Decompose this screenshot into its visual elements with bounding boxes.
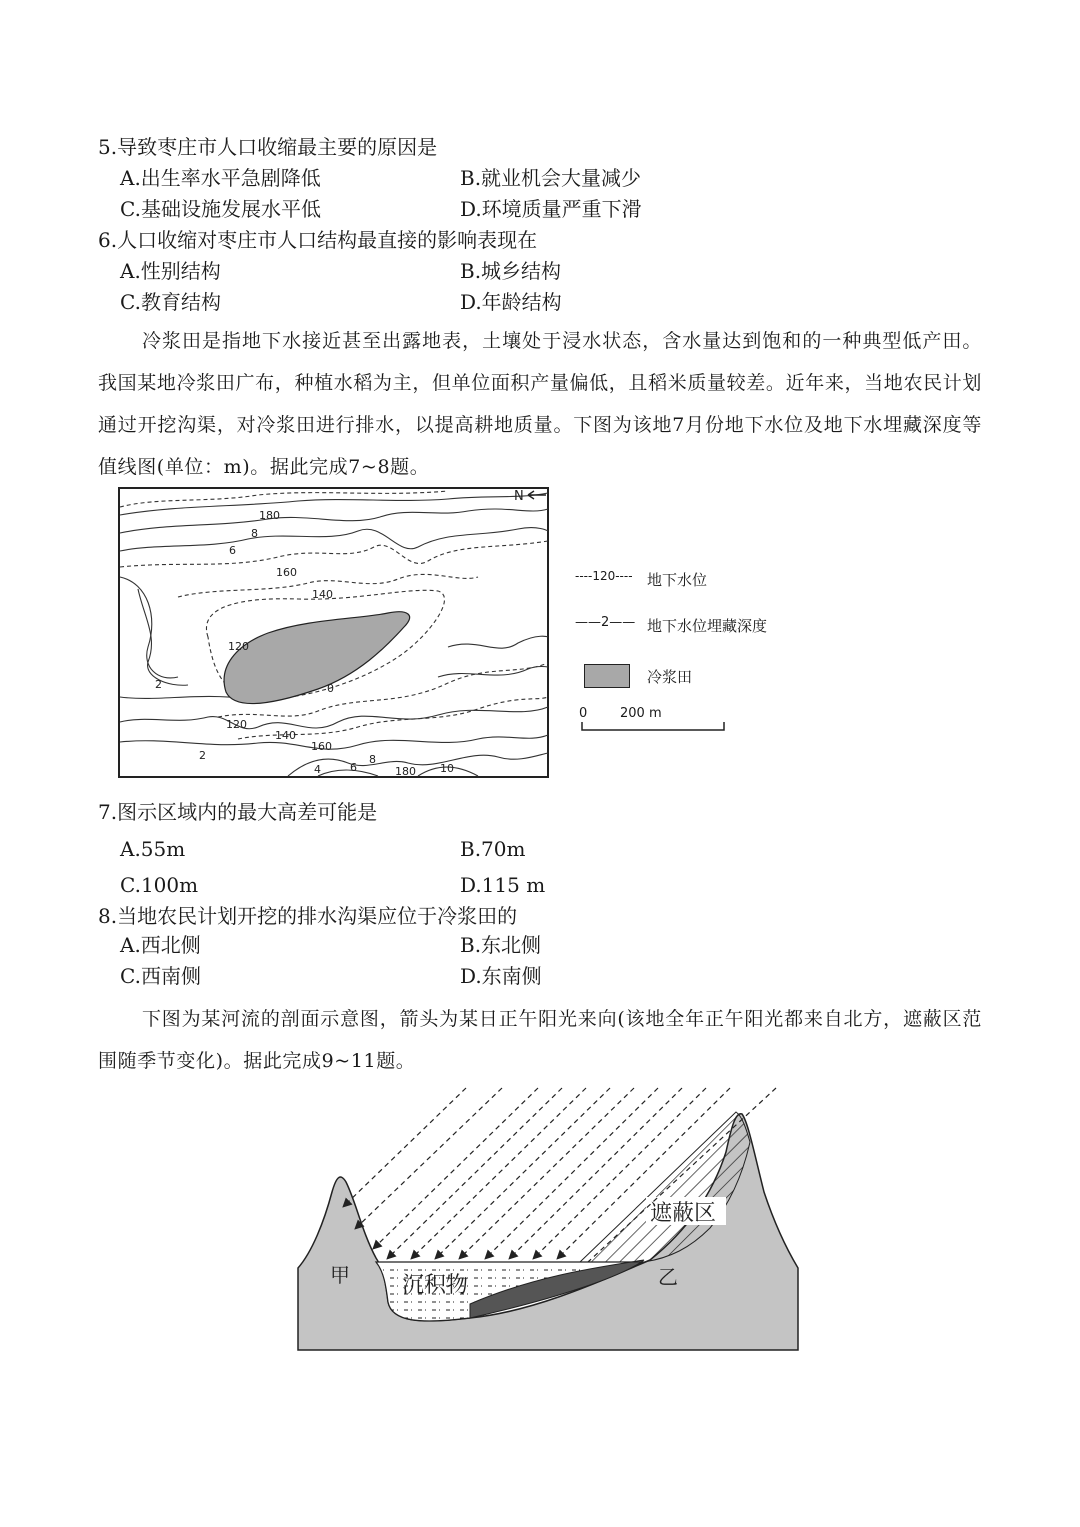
question-6-option-c: C.教育结构 [120,290,221,314]
contour-label: 6 [350,761,357,774]
contour-label: 140 [275,729,296,742]
contour-label: 160 [276,566,297,579]
left-bank-label: 甲 [330,1263,350,1287]
river-profile-diagram [290,1082,802,1354]
question-6-option-d: D.年龄结构 [460,290,562,314]
legend-depth-label: 地下水位埋藏深度 [647,617,768,635]
legend-depth-sample: ——2—— [575,615,636,630]
sunlight-arrow [344,1088,466,1206]
contour-label: 4 [314,763,321,776]
question-6-stem: 6.人口收缩对枣庄市人口结构最直接的影响表现在 [98,228,538,252]
sunlight-arrow [356,1088,502,1228]
contour-label: 10 [440,762,454,775]
scale-bar [580,720,726,734]
question-5-option-c: C.基础设施发展水平低 [120,197,321,221]
contour-label: 180 [395,765,416,778]
sunlight-arrow [412,1088,586,1258]
scale-zero: 0 [579,706,588,721]
question-8-option-a: A.西北侧 [120,933,201,957]
question-7-option-d: D.115 m [460,873,546,897]
contour-label: 140 [312,588,333,601]
question-8-option-d: D.东南侧 [460,964,542,988]
contour-label: 2 [155,678,162,691]
contour-label: 6 [229,544,236,557]
north-label: N [514,489,524,504]
passage-river-profile: 下图为某河流的剖面示意图，箭头为某日正午阳光来向(该地全年正午阳光都来自北方，遮蔽区范围随季节变化)。据此完成9~11题。 [98,1008,982,1072]
legend-paddy-swatch [584,664,630,688]
question-7-option-a: A.55m [120,837,186,861]
question-7-option-b: B.70m [460,837,526,861]
scale-value: 200 m [620,706,662,721]
sunlight-arrow [374,1088,538,1248]
sunlight-arrow [436,1088,610,1258]
contour-map [118,487,550,779]
question-5-option-d: D.环境质量严重下滑 [460,197,642,221]
question-7-option-c: C.100m [120,873,199,897]
legend-water-table-sample: ----120---- [575,569,633,583]
question-6-option-b: B.城乡结构 [460,259,562,283]
question-8-stem: 8.当地农民计划开挖的排水沟渠应位于冷浆田的 [98,904,518,928]
sediment-label: 沉积物 [402,1273,469,1298]
legend-water-table-label: 地下水位 [647,571,708,589]
question-5-stem: 5.导致枣庄市人口收缩最主要的原因是 [98,135,438,159]
passage-cold-paddy: 冷浆田是指地下水接近甚至出露地表，土壤处于浸水状态，含水量达到饱和的一种典型低产田。我国某地冷浆田广布，种植水稻为主，但单位面积产量偏低，且稻米质量较差。近年来，当地农民计划通过开挖沟渠，对冷浆田进行排水，以提高耕地质量。下图为该地7月份地下水位及地下水埋藏深度等值线图(单位：m)。据此完成7~8题。 [98,330,982,478]
contour-label: 160 [311,740,332,753]
shadow-zone-label: 遮蔽区 [650,1201,717,1226]
right-bank-label: 乙 [658,1265,678,1289]
contour-label: 2 [199,749,206,762]
question-5-option-b: B.就业机会大量减少 [460,166,642,190]
contour-label: 0 [327,682,334,695]
question-7-stem: 7.图示区域内的最大高差可能是 [98,800,378,824]
question-6-option-a: A.性别结构 [120,259,221,283]
contour-label: 120 [228,640,249,653]
sunlight-arrow [460,1088,634,1258]
contour-label: 120 [226,718,247,731]
legend-paddy-label: 冷浆田 [647,668,693,686]
contour-label: 8 [369,753,376,766]
question-8-option-b: B.东北侧 [460,933,542,957]
contour-label: 180 [259,509,280,522]
contour-label: 8 [251,527,258,540]
question-5-option-a: A.出生率水平急剧降低 [120,166,321,190]
question-8-option-c: C.西南侧 [120,964,201,988]
